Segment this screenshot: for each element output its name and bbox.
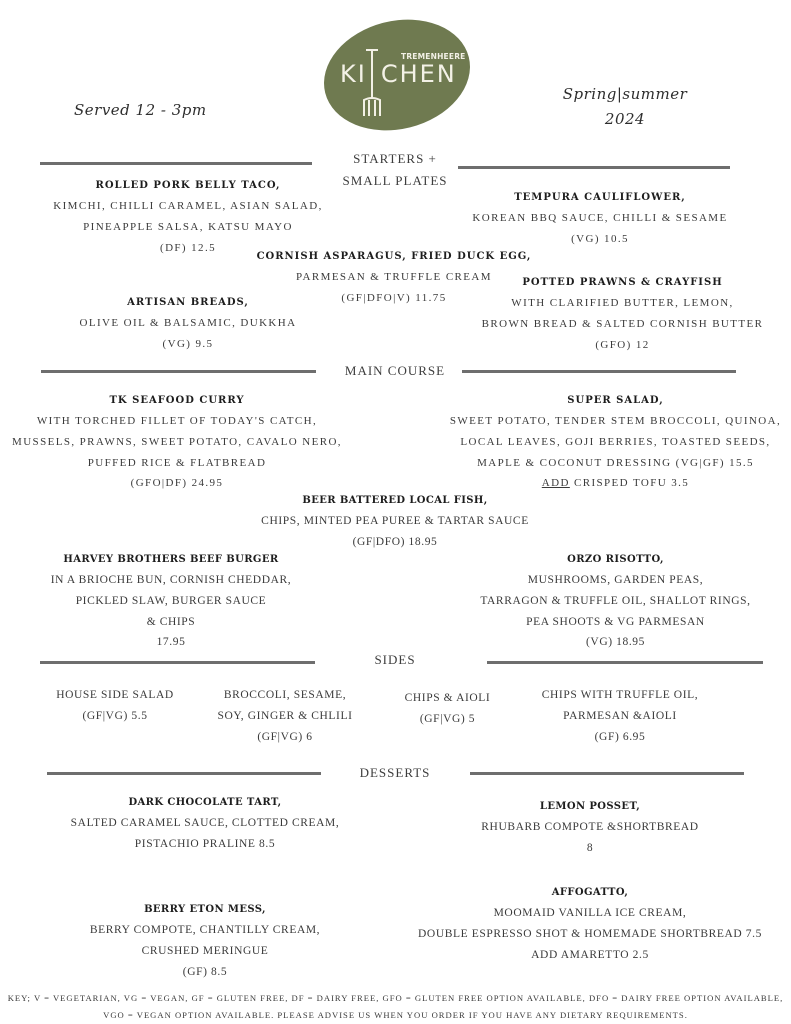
dessert-item-lemon-posset: LEMON POSSET, RHUBARB COMPOTE &SHORTBREAD 8	[440, 796, 740, 859]
item-name: DARK CHOCOLATE TART,	[128, 797, 282, 808]
item-price: (GF|VG) 5	[419, 712, 476, 725]
item-price: (GF|DFO) 18.95	[352, 535, 438, 548]
item-price: 8	[586, 841, 594, 854]
section-rule	[462, 370, 736, 373]
section-title-desserts: DESSERTS	[359, 765, 431, 780]
section-title-starters: STARTERS + SMALL PLATES	[342, 151, 448, 188]
dessert-item-chocolate-tart: DARK CHOCOLATE TART, SALTED CARAMEL SAUCE, CLOTTED CREAM, PISTACHIO PRALINE 8.5	[40, 792, 370, 855]
item-price: (GFO) 12	[595, 338, 650, 351]
item-price: (VG) 10.5	[571, 232, 629, 245]
item-name: TK SEAFOOD CURRY	[109, 395, 245, 406]
menu-item-orzo-risotto: ORZO RISOTTO, MUSHROOMS, GARDEN PEAS, TARRAGON & TRUFFLE OIL, SHALLOT RINGS, PEA SHOOTS & VG PARMESAN (VG) 18.95	[440, 549, 791, 653]
menu-item-beer-battered-fish: BEER BATTERED LOCAL FISH, CHIPS, MINTED PEA PUREE & TARTAR SAUCE (GF|DFO) 18.95	[195, 490, 595, 553]
item-price: (GFO|DF) 24.95	[130, 477, 224, 490]
item-name: BERRY ETON MESS,	[144, 904, 266, 915]
item-price: PISTACHIO PRALINE 8.5	[134, 837, 276, 850]
menu-item-beef-burger: HARVEY BROTHERS BEEF BURGER IN A BRIOCHE BUN, CORNISH CHEDDAR, PICKLED SLAW, BURGER SAUCE & CHIPS 17.95	[0, 549, 342, 653]
item-name: POTTED PRAWNS & CRAYFISH	[522, 277, 723, 288]
item-name: BEER BATTERED LOCAL FISH,	[302, 495, 488, 506]
menu-item-cornish-asparagus: CORNISH ASPARAGUS, FRIED DUCK EGG, PARMESAN & TRUFFLE CREAM (GF|DFO|V) 11.75	[246, 246, 542, 309]
dessert-item-eton-mess: BERRY ETON MESS, BERRY COMPOTE, CHANTILLY CREAM, CRUSHED MERINGUE (GF) 8.5	[40, 899, 370, 982]
section-rule	[470, 772, 744, 775]
item-name: CORNISH ASPARAGUS, FRIED DUCK EGG,	[256, 251, 532, 262]
item-price: (VG) 18.95	[585, 636, 646, 649]
item-name: ORZO RISOTTO,	[567, 554, 664, 565]
item-price: (GF|VG) 6	[257, 730, 313, 743]
dietary-key-line1: KEY; V = VEGETARIAN, VG = VEGAN, GF = GLUTEN FREE, DF = DAIRY FREE, GFO = GLUTEN FREE OPTION AVAILABLE, DFO = DAIRY FREE OPTION AVAILABLE,	[7, 993, 784, 1003]
menu-item-seafood-curry: TK SEAFOOD CURRY WITH TORCHED FILLET OF TODAY'S CATCH, MUSSELS, PRAWNS, SWEET POTATO, CAVALO NERO, PUFFED RICE & FLATBREAD (GFO|DF) 24.95	[0, 390, 354, 494]
section-title-main-course: MAIN COURSE	[344, 363, 446, 378]
tremenheere-kitchen-logo	[322, 18, 472, 132]
menu-item-artisan-breads: ARTISAN BREADS, OLIVE OIL & BALSAMIC, DUKKHA (VG) 9.5	[0, 292, 376, 355]
dietary-key	[0, 990, 791, 1024]
item-price: (GF) 6.95	[594, 730, 646, 743]
served-hours: Served 12 - 3pm	[74, 101, 207, 119]
section-rule	[41, 370, 316, 373]
item-name: ROLLED PORK BELLY TACO,	[95, 180, 281, 191]
menu-item-super-salad: SUPER SALAD, SWEET POTATO, TENDER STEM BROCCOLI, QUINOA, LOCAL LEAVES, GOJI BERRIES, TOASTED SEEDS, MAPLE & COCONUT DRESSING (VG|GF) 15.5 ADD CRISPED TOFU 3.5	[440, 390, 791, 494]
item-addon: ADD CRISPED TOFU 3.5	[541, 477, 690, 490]
item-name: AFFOGATTO,	[551, 887, 629, 898]
season-year: 2024	[604, 110, 646, 128]
section-rule	[487, 661, 763, 664]
dietary-key-line2: VGO = VEGAN OPTION AVAILABLE. PLEASE ADVISE US WHEN YOU ORDER IF YOU HAVE ANY DIETARY REQUIREMENTS.	[103, 1010, 688, 1020]
item-price: (VG) 9.5	[162, 337, 214, 350]
item-price: (GF|DFO|V) 11.75	[341, 291, 447, 304]
item-name: HARVEY BROTHERS BEEF BURGER	[63, 554, 279, 565]
side-item-truffle-chips: CHIPS WITH TRUFFLE OIL, PARMESAN &AIOLI (GF) 6.95	[525, 685, 715, 747]
item-price: DOUBLE ESPRESSO SHOT & HOMEMADE SHORTBREAD 7.5	[418, 927, 762, 940]
season-line1: Spring|summer	[562, 85, 688, 103]
section-rule	[40, 162, 312, 165]
item-price: 17.95	[156, 636, 186, 649]
section-rule	[40, 661, 315, 664]
section-rule	[47, 772, 321, 775]
season	[540, 82, 710, 132]
item-addon: ADD AMARETTO 2.5	[531, 948, 649, 961]
side-item-broccoli: BROCCOLI, SESAME, SOY, GINGER & CHLILI (GF|VG) 6	[200, 685, 370, 747]
item-price: (GF) 8.5	[182, 965, 228, 978]
side-item-house-salad: HOUSE SIDE SALAD (GF|VG) 5.5	[40, 685, 190, 727]
dessert-item-affogatto: AFFOGATTO, MOOMAID VANILLA ICE CREAM, DOUBLE ESPRESSO SHOT & HOMEMADE SHORTBREAD 7.5 ADD AMARETTO 2.5	[390, 882, 790, 965]
side-item-chips-aioli: CHIPS & AIOLI (GF|VG) 5	[380, 688, 515, 730]
logo-main-text: KI CHEN	[340, 60, 457, 88]
item-price: (DF) 12.5	[160, 241, 216, 254]
item-name: SUPER SALAD,	[567, 395, 664, 406]
menu-item-tempura-cauliflower: TEMPURA CAULIFLOWER, KOREAN BBQ SAUCE, CHILLI & SESAME (VG) 10.5	[430, 187, 770, 250]
menu-item-pork-belly-taco: ROLLED PORK BELLY TACO, KIMCHI, CHILLI CARAMEL, ASIAN SALAD, PINEAPPLE SALSA, KATSU MAYO (DF) 12.5	[0, 175, 376, 258]
menu-item-potted-prawns: POTTED PRAWNS & CRAYFISH WITH CLARIFIED BUTTER, LEMON, BROWN BREAD & SALTED CORNISH BUTTER (GFO) 12	[450, 272, 791, 355]
section-title-sides: SIDES	[374, 652, 416, 667]
item-name: TEMPURA CAULIFLOWER,	[514, 192, 686, 203]
item-name: LEMON POSSET,	[539, 801, 641, 812]
item-price: (GF|VG) 5.5	[82, 709, 148, 722]
item-name: ARTISAN BREADS,	[127, 297, 249, 308]
logo-top-text: TREMENHEERE	[401, 52, 466, 61]
item-price: MAPLE & COCONUT DRESSING (VG|GF) 15.5	[477, 456, 754, 469]
section-rule	[458, 166, 730, 169]
